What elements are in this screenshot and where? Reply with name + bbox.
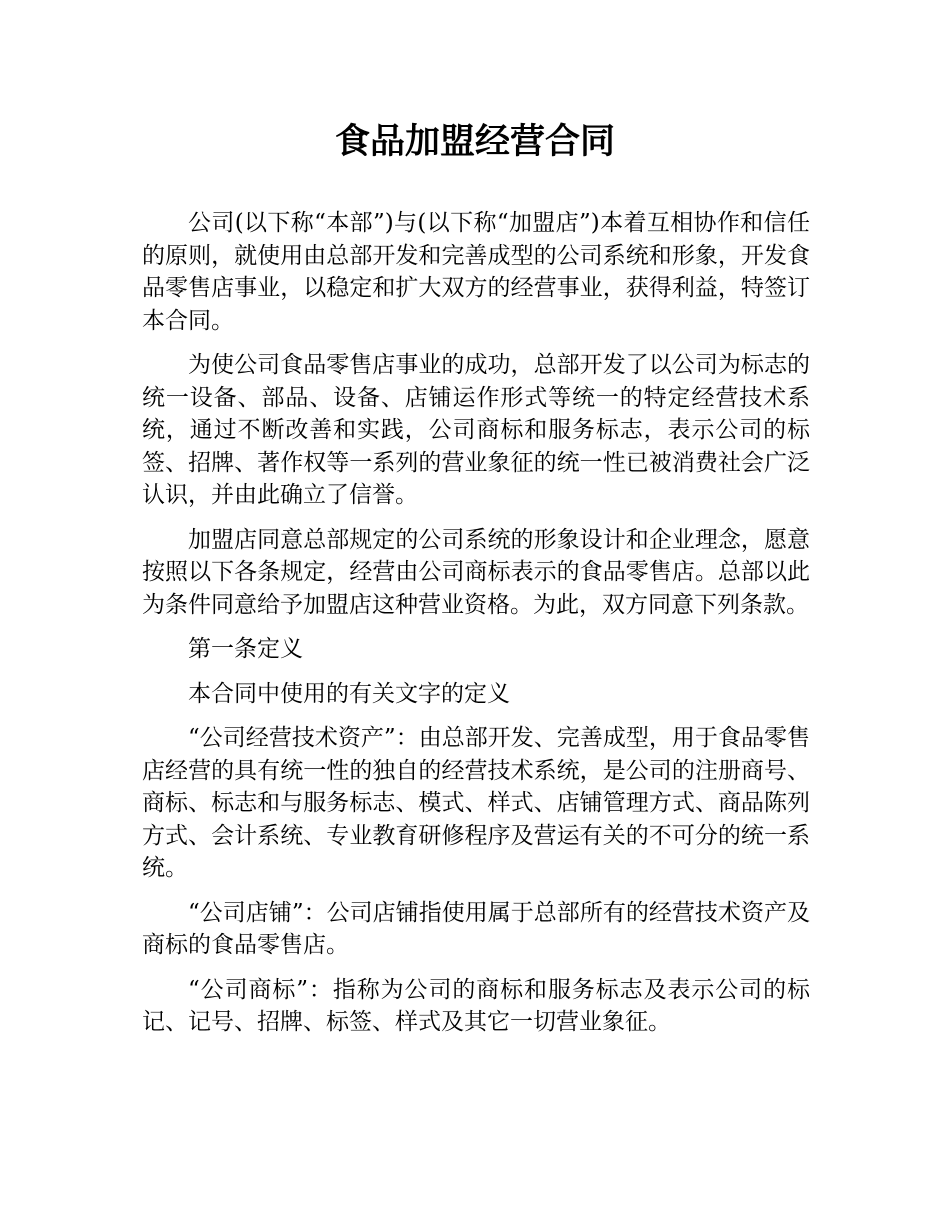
paragraph-background: 为使公司食品零售店事业的成功，总部开发了以公司为标志的统一设备、部品、设备、店铺运作形式等统一的特定经营技术系统，通过不断改善和实践，公司商标和服务标志，表示公司的标签、招牌、著作权等一系列的营业象征的统一性已被消费社会广泛认识，并由此确立了信誉。 xyxy=(142,352,810,508)
definition-company-store: “公司店铺”：公司店铺指使用属于总部所有的经营技术资产及商标的食品零售店。 xyxy=(142,899,810,958)
definitions-intro: 本合同中使用的有关文字的定义 xyxy=(188,680,510,707)
definition-company-trademark: “公司商标”：指称为公司的商标和服务标志及表示公司的标记、记号、招牌、标签、样式及其它一切营业象征。 xyxy=(142,976,810,1035)
paragraph-preamble: 公司(以下称“本部”)与(以下称“加盟店”)本着互相协作和信任的原则，就使用由总部开发和完善成型的公司系统和形象，开发食品零售店事业，以稳定和扩大双方的经营事业，获得利益，特签订本合同。 xyxy=(142,210,810,334)
paragraph-agreement: 加盟店同意总部规定的公司系统的形象设计和企业理念，愿意按照以下各条规定，经营由公司商标表示的食品零售店。总部以此为条件同意给予加盟店这种营业资格。为此，双方同意下列条款。 xyxy=(142,526,810,618)
document-body xyxy=(142,207,810,1051)
definition-technical-assets: “公司经营技术资产”：由总部开发、完善成型，用于食品零售店经营的具有统一性的独自的经营技术系统，是公司的注册商号、商标、标志和与服务标志、模式、样式、店铺管理方式、商品陈列方式、会计系统、专业教育研修程序及营运有关的不可分的统一系统。 xyxy=(142,725,810,881)
document-title: 食品加盟经营合同 xyxy=(334,122,615,162)
article-heading: 第一条定义 xyxy=(188,636,303,662)
